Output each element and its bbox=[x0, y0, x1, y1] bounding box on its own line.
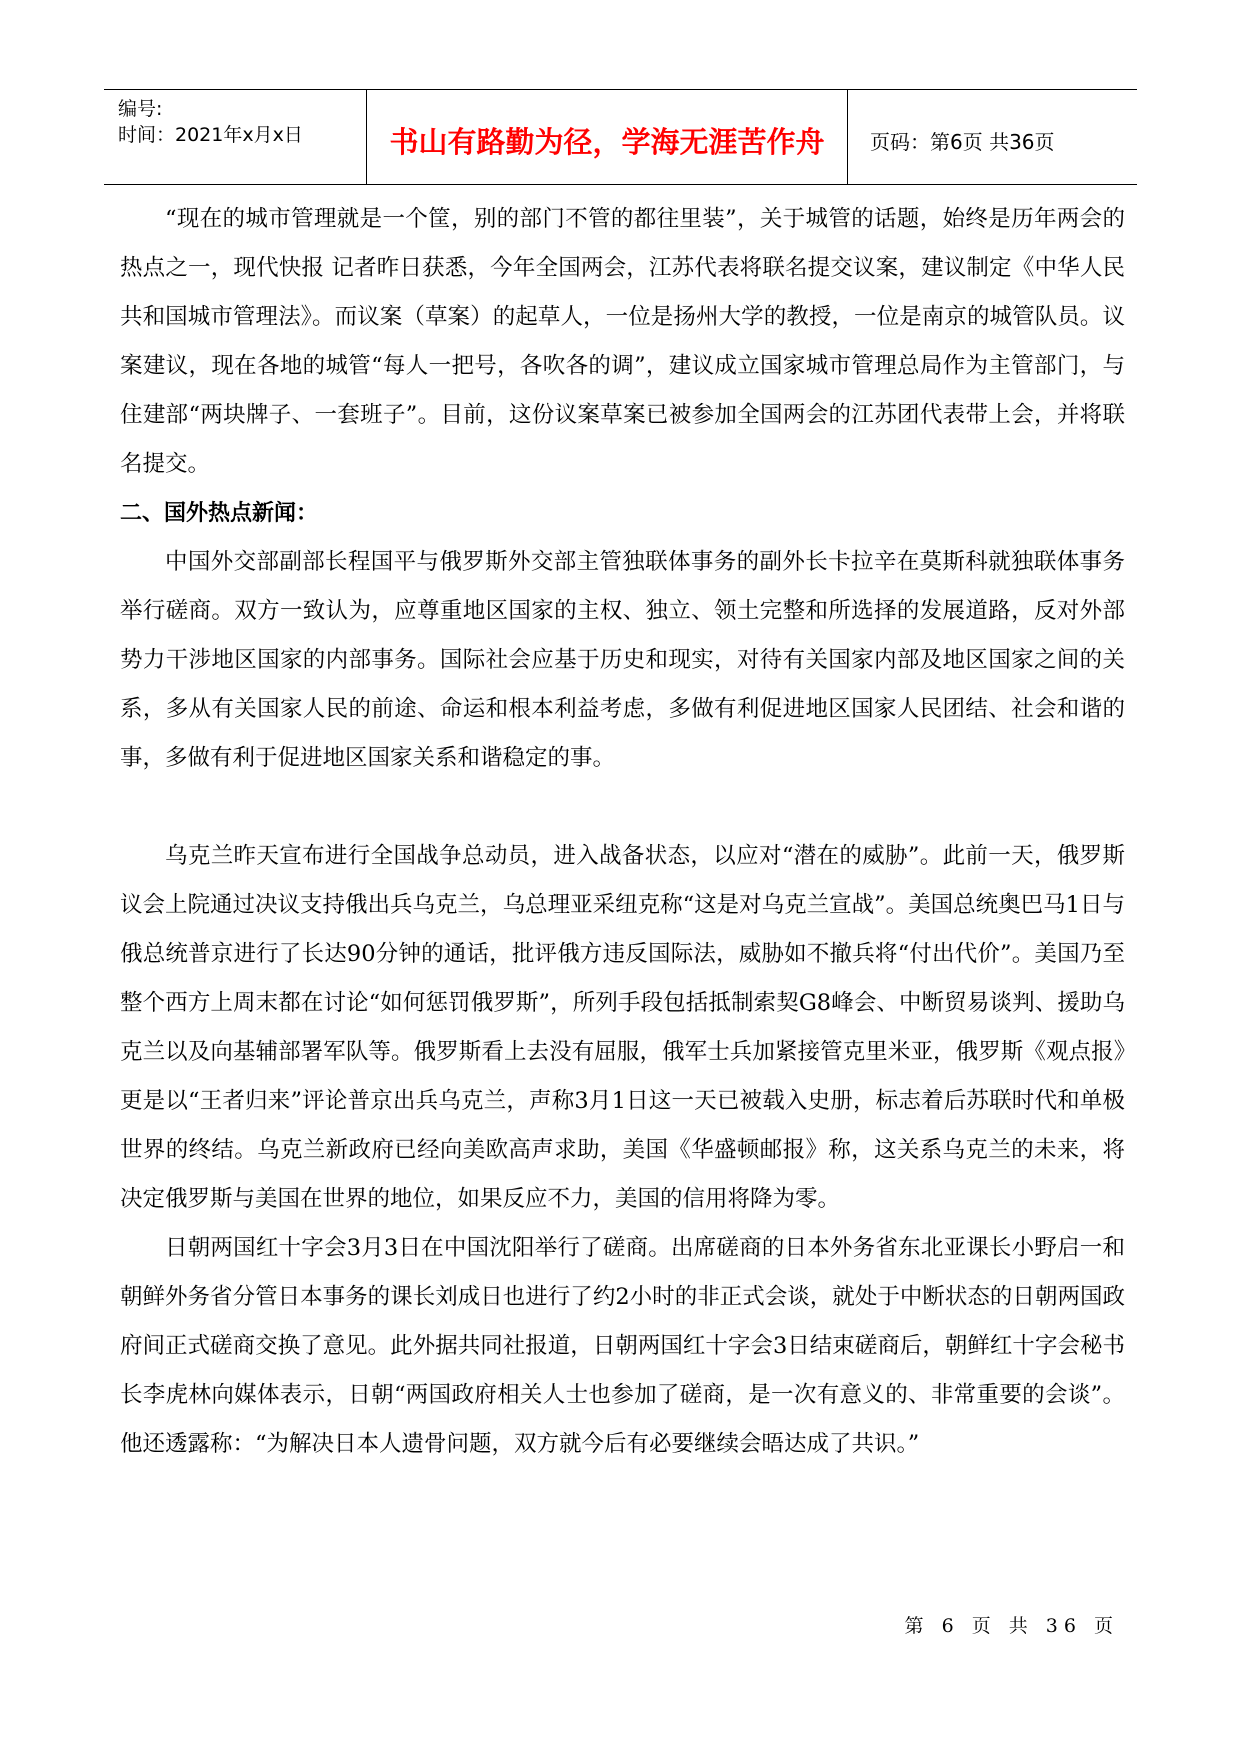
header-right-cell bbox=[848, 90, 1137, 184]
header-motto: 书山有路勤为径，学海无涯苦作舟 bbox=[389, 125, 825, 159]
header-page-info: 页码：第6页 共36页 bbox=[870, 130, 1055, 154]
page-footer: 第 6 页 共 36 页 bbox=[904, 1615, 1119, 1637]
page-header bbox=[104, 89, 1137, 185]
header-middle-cell bbox=[367, 90, 848, 184]
paragraph-japan-korea-red-cross: 日朝两国红十字会3月3日在中国沈阳举行了磋商。出席磋商的日本外务省东北亚课长小野启一和朝鲜外务省分管日本事务的课长刘成日也进行了约2小时的非正式会谈，就处于中断状态的日朝两国政府间正式磋商交换了意见。此外据共同社报道，日朝两国红十字会3日结束磋商后，朝鲜红十字会秘书长李虎林向媒体表示，日朝“两国政府相关人士也参加了磋商，是一次有意义的、非常重要的会谈”。他还透露称：“为解决日本人遗骨问题，双方就今后有必要继续会晤达成了共识。” bbox=[120, 1235, 1125, 1457]
document-number-label: 编号: bbox=[118, 98, 163, 120]
document-time-label: 时间：2021年x月x日 bbox=[118, 124, 303, 146]
paragraph-ukraine-mobilization: 乌克兰昨天宣布进行全国战争总动员，进入战备状态，以应对“潜在的威胁”。此前一天，俄罗斯议会上院通过决议支持俄出兵乌克兰，乌总理亚采纽克称“这是对乌克兰宣战”。美国总统奥巴马1日与俄总统普京进行了长达90分钟的通话，批评俄方违反国际法，威胁如不撤兵将“付出代价”。美国乃至整个西方上周末都在讨论“如何惩罚俄罗斯”，所列手段包括抵制索契G8峰会、中断贸易谈判、援助乌克兰以及向基辅部署军队等。俄罗斯看上去没有屈服，俄军士兵加紧接管克里米亚，俄罗斯《观点报》更是以“王者归来”评论普京出兵乌克兰，声称3月1日这一天已被载入史册，标志着后苏联时代和单极世界的终结。乌克兰新政府已经向美欧高声求助，美国《华盛顿邮报》称，这关系乌克兰的未来，将决定俄罗斯与美国在世界的地位，如果反应不力，美国的信用将降为零。 bbox=[120, 843, 1125, 1212]
paragraph-city-management: “现在的城市管理就是一个筐，别的部门不管的都往里装”，关于城管的话题，始终是历年两会的热点之一，现代快报 记者昨日获悉，今年全国两会，江苏代表将联名提交议案，建议制定《中华人民共和国城市管理法》。而议案（草案）的起草人，一位是扬州大学的教授，一位是南京的城管队员。议案建议，现在各地的城管“每人一把号，各吹各的调”，建议成立国家城市管理总局作为主管部门，与住建部“两块牌子、一套班子”。目前，这份议案草案已被参加全国两会的江苏团代表带上会，并将联名提交。 bbox=[120, 206, 1125, 477]
header-left-cell bbox=[104, 90, 367, 184]
document-body bbox=[120, 195, 1125, 1469]
paragraph-china-russia-talks: 中国外交部副部长程国平与俄罗斯外交部主管独联体事务的副外长卡拉辛在莫斯科就独联体事务举行磋商。双方一致认为，应尊重地区国家的主权、独立、领土完整和所选择的发展道路，反对外部势力干涉地区国家的内部事务。国际社会应基于历史和现实，对待有关国家内部及地区国家之间的关系，多从有关国家人民的前途、命运和根本利益考虑，多做有利促进地区国家人民团结、社会和谐的事，多做有利于促进地区国家关系和谐稳定的事。 bbox=[120, 549, 1125, 771]
paragraph-spacer bbox=[120, 783, 1125, 832]
section-heading-foreign-news: 二、国外热点新闻： bbox=[120, 501, 319, 526]
